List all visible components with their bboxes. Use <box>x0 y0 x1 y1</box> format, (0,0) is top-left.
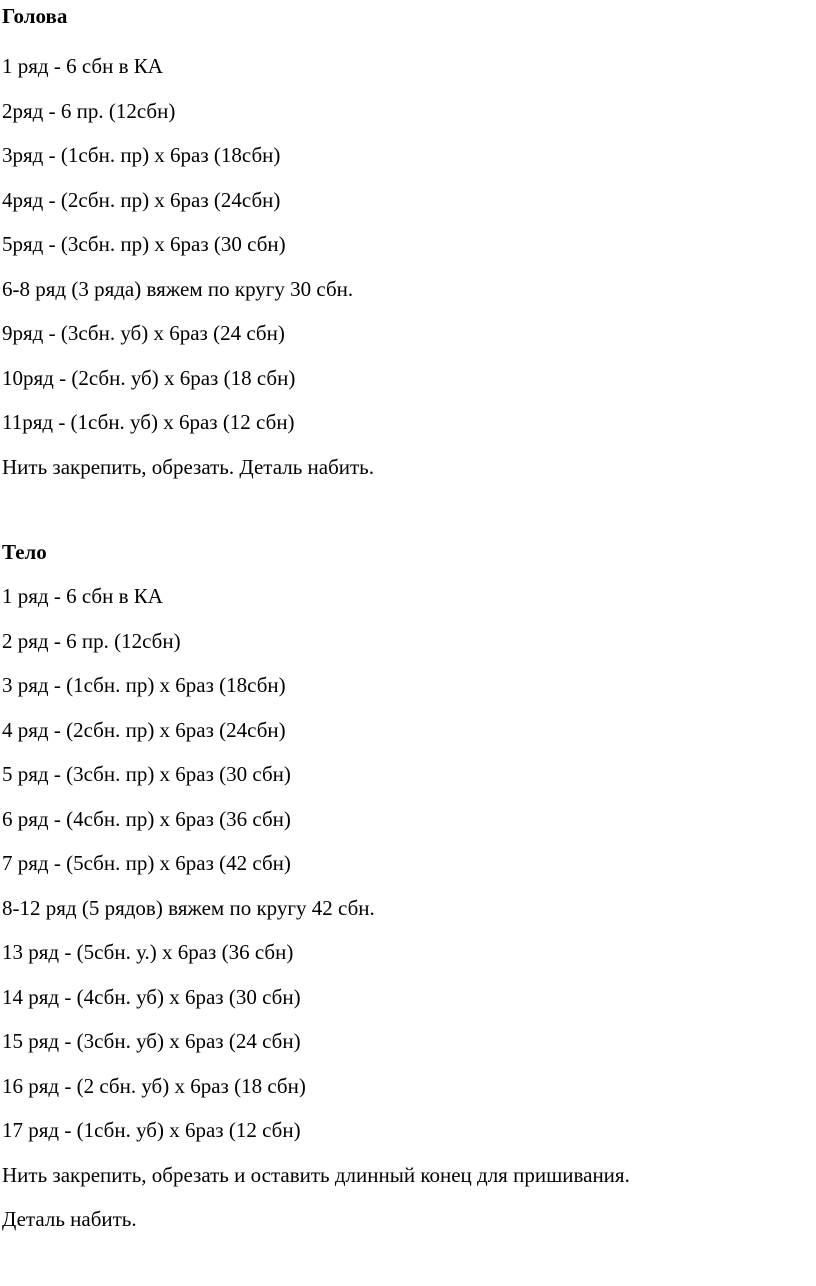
instruction-line: 14 ряд - (4сбн. уб) х 6раз (30 сбн) <box>2 984 301 1009</box>
instruction-line: 3 ряд - (1сбн. пр) х 6раз (18сбн) <box>2 673 286 697</box>
instruction-line: 17 ряд - (1сбн. уб) х 6раз (12 сбн) <box>2 1118 301 1142</box>
section-body <box>2 530 814 1242</box>
instruction-line: 8-12 ряд (5 рядов) вяжем по кругу 42 сбн. <box>2 895 375 920</box>
instruction-line: 10ряд - (2сбн. уб) х 6раз (18 сбн) <box>2 365 296 390</box>
instruction-line: 13 ряд - (5сбн. у.) х 6раз (36 сбн) <box>2 940 294 964</box>
instruction-line: 7 ряд - (5сбн. пр) х 6раз (42 сбн) <box>2 851 291 875</box>
instruction-line: 11ряд - (1сбн. уб) х 6раз (12 сбн) <box>2 410 295 434</box>
instruction-line: 2 ряд - 6 пр. (12сбн) <box>2 628 181 653</box>
instruction-line: 9ряд - (3сбн. уб) х 6раз (24 сбн) <box>2 321 285 345</box>
instruction-line: Деталь набить. <box>2 1207 137 1231</box>
section-title-body: Тело <box>2 540 47 564</box>
section-title-head: Голова <box>2 4 68 28</box>
instruction-line: 16 ряд - (2 сбн. уб) х 6раз (18 сбн) <box>2 1073 306 1098</box>
instruction-line: 4ряд - (2сбн. пр) х 6раз (24сбн) <box>2 187 281 212</box>
document-page <box>2 0 814 1242</box>
instruction-line: 2ряд - 6 пр. (12сбн) <box>2 98 176 123</box>
section-head <box>2 0 814 489</box>
instruction-line: 1 ряд - 6 сбн в КА <box>2 584 163 608</box>
instruction-line: 15 ряд - (3сбн. уб) х 6раз (24 сбн) <box>2 1029 301 1053</box>
instruction-line: 1 ряд - 6 сбн в КА <box>2 54 163 78</box>
instruction-line: 4 ряд - (2сбн. пр) х 6раз (24сбн) <box>2 717 286 742</box>
instruction-line: Нить закрепить, обрезать и оставить длинный конец для пришивания. <box>2 1162 630 1187</box>
instruction-line: 3ряд - (1сбн. пр) х 6раз (18сбн) <box>2 143 281 167</box>
instruction-line: 6-8 ряд (3 ряда) вяжем по кругу 30 сбн. <box>2 276 354 301</box>
instruction-line: 5ряд - (3сбн. пр) х 6раз (30 сбн) <box>2 232 286 256</box>
instruction-line: 5 ряд - (3сбн. пр) х 6раз (30 сбн) <box>2 762 291 786</box>
section-spacer <box>2 489 814 536</box>
instruction-line: Нить закрепить, обрезать. Деталь набить. <box>2 454 375 479</box>
instruction-line: 6 ряд - (4сбн. пр) х 6раз (36 сбн) <box>2 806 291 831</box>
